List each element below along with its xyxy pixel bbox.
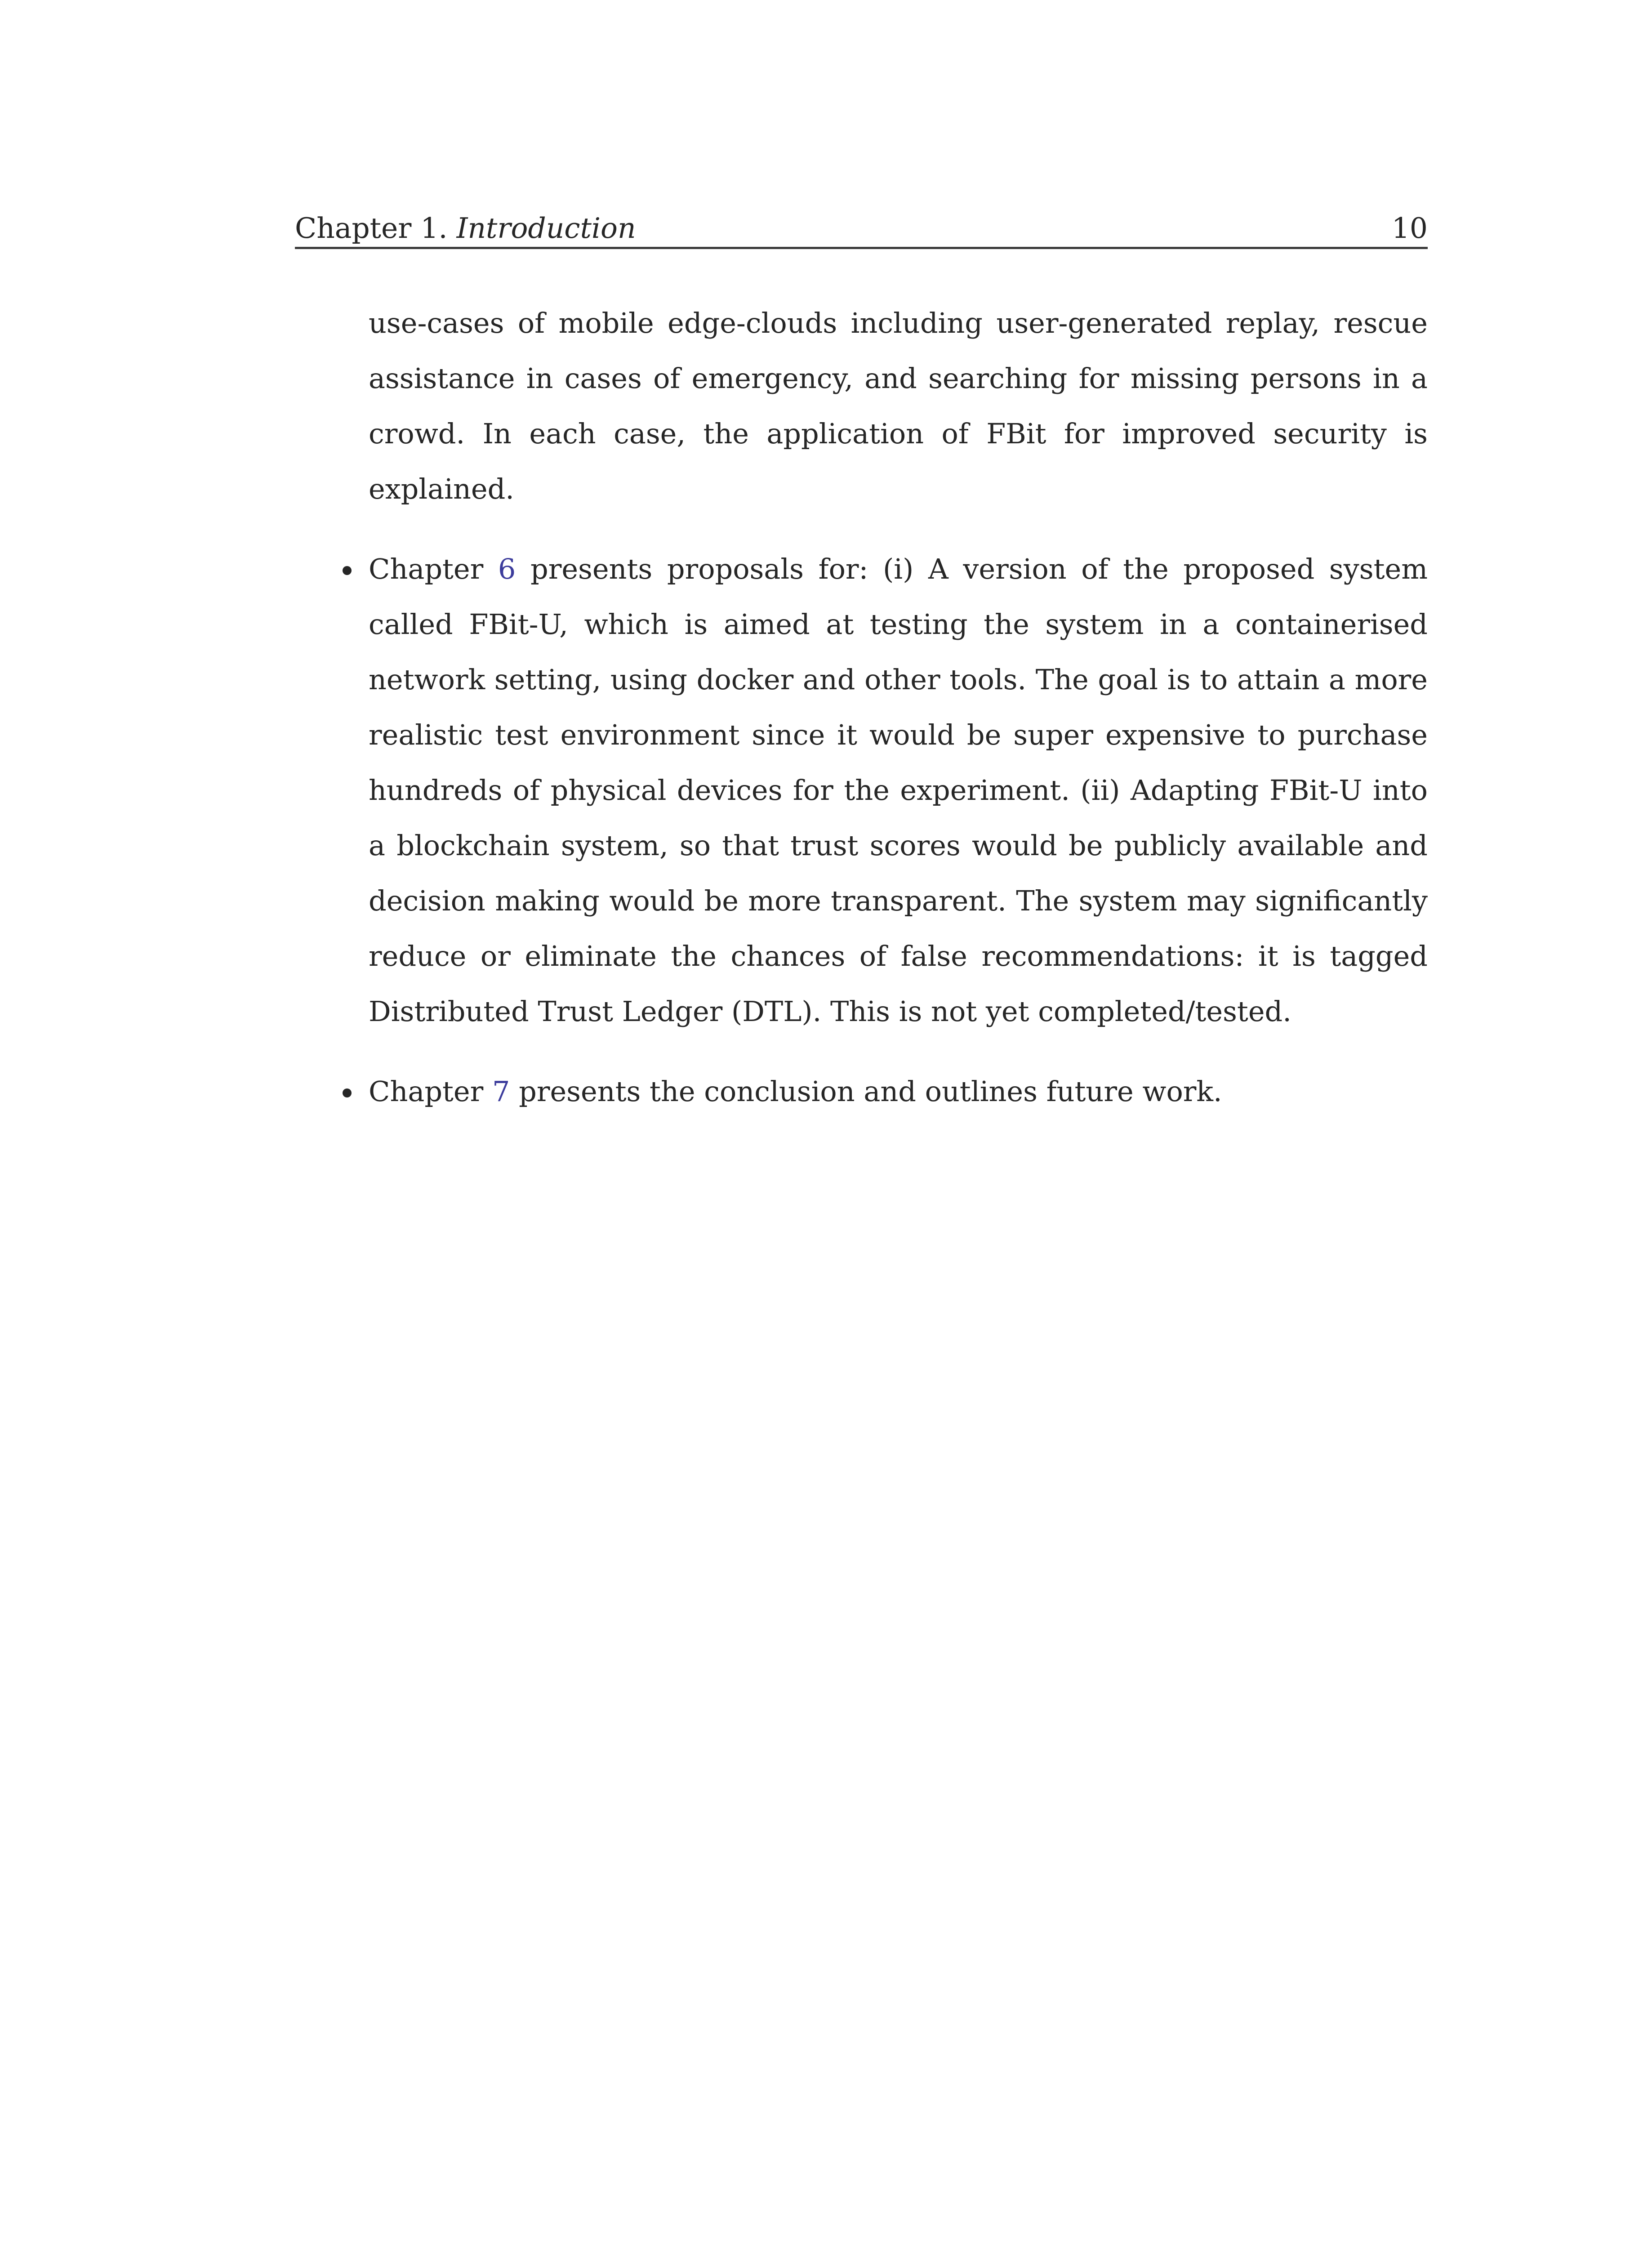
chapter-6-link[interactable]: 6 — [498, 553, 516, 585]
page-number: 10 — [1391, 212, 1428, 245]
list-item-text-before: Chapter — [369, 1075, 492, 1108]
chapter-7-link[interactable]: 7 — [492, 1075, 510, 1108]
chapter-prefix: Chapter 1. — [295, 212, 448, 245]
body-text — [295, 295, 1428, 1144]
list-item — [295, 1064, 1428, 1119]
bullet-icon — [338, 541, 356, 597]
chapter-reference — [295, 208, 636, 249]
list-item — [295, 541, 1428, 1039]
list-item-text-after: presents proposals for: (i) A version of the proposed system called FBit-U, which is aimed at testing the system in a containerised network setting, using docker and other tools. The goal is to attain a more realistic test environment since it would be super expensive to purchase hundreds of physical devices for the experiment. (ii) Adapting FBit-U into a blockchain system, so that trust scores would be publicly available and decision making would be more transparent. The system may significantly reduce or eliminate the chances of false recommendations: it is tagged Distributed Trust Ledger (DTL). This is not yet completed/tested. — [369, 553, 1428, 1028]
chapter-title: Introduction — [456, 212, 636, 245]
continued-paragraph: use-cases of mobile edge-clouds including user-generated replay, rescue assistance in cases of emergency, and searching for missing persons in a crowd. In each case, the application of FBit for improved security is explained. — [369, 307, 1428, 505]
running-header — [295, 208, 1428, 249]
list-item-text-after: presents the conclusion and outlines future work. — [510, 1075, 1222, 1108]
list-item-text-before: Chapter — [369, 553, 498, 585]
chapter-list — [295, 541, 1428, 1119]
bullet-icon — [338, 1064, 356, 1119]
